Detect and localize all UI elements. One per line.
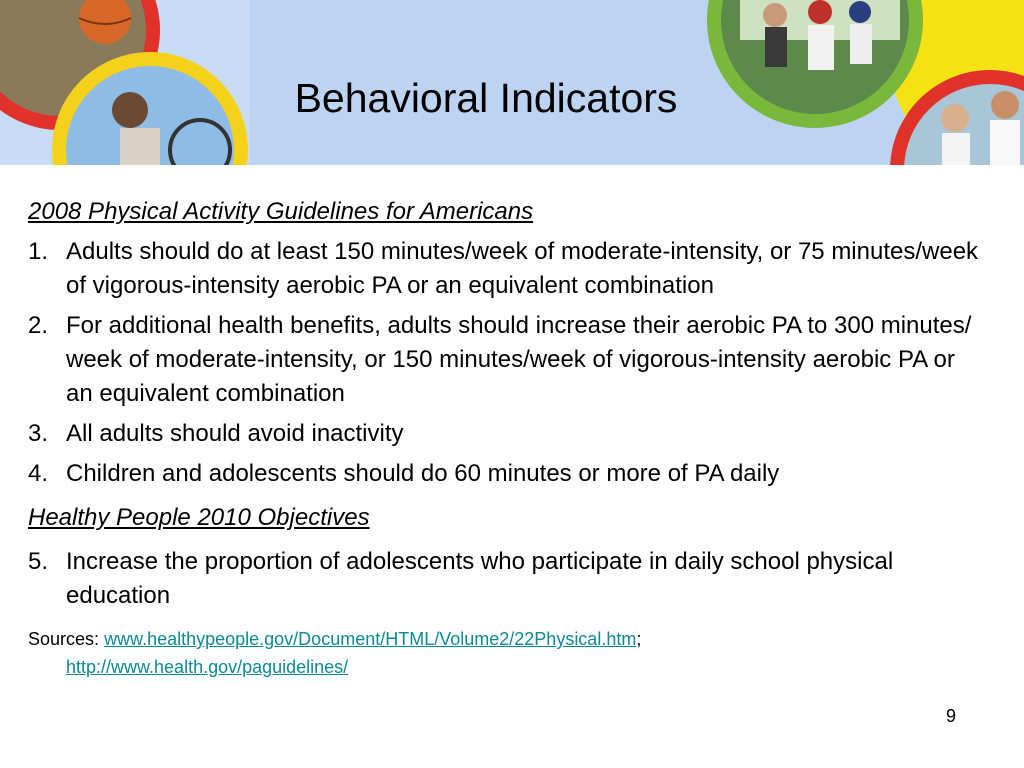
healthypeople-link[interactable]: www.healthypeople.gov/Document/HTML/Volume2/22Physical.htm xyxy=(104,629,637,649)
list-item xyxy=(28,545,988,613)
list-item xyxy=(28,457,988,491)
objectives-heading: Healthy People 2010 Objectives xyxy=(28,504,370,531)
list-item xyxy=(28,235,988,303)
page-number: 9 xyxy=(946,706,957,726)
list-text: For additional health benefits, adults should increase their aerobic PA to 300 minutes/ week of moderate-intensity, or 150 minutes/week of vigorous-intensity aerobic PA or an equivalent combination xyxy=(66,312,972,407)
list-text: Increase the proportion of adolescents who participate in daily school physical education xyxy=(66,548,894,609)
list-number: 1. xyxy=(28,238,49,265)
header-banner xyxy=(0,0,1024,165)
guidelines-heading: 2008 Physical Activity Guidelines for Americans xyxy=(28,198,534,225)
slide-body xyxy=(28,195,988,681)
list-text: All adults should avoid inactivity xyxy=(66,420,404,447)
list-text: Children and adolescents should do 60 minutes or more of PA daily xyxy=(66,460,780,487)
list-item xyxy=(28,417,988,451)
slide-title: Behavioral Indicators xyxy=(294,75,678,121)
list-number: 4. xyxy=(28,460,49,487)
list-number: 2. xyxy=(28,312,49,339)
list-item xyxy=(28,309,988,411)
sources-label: Sources: www.healthypeople.gov/Document/HTML/Volume2/22Physical.htm; xyxy=(28,629,642,649)
sources-citation xyxy=(28,625,988,681)
sources-separator: ; xyxy=(636,629,642,649)
list-number: 5. xyxy=(28,548,49,575)
list-number: 3. xyxy=(28,420,49,447)
paguidelines-link[interactable]: http://www.health.gov/paguidelines/ xyxy=(66,657,349,677)
list-text: Adults should do at least 150 minutes/week of moderate-intensity, or 75 minutes/week of vigorous-intensity aerobic PA or an equivalent combination xyxy=(66,238,979,299)
